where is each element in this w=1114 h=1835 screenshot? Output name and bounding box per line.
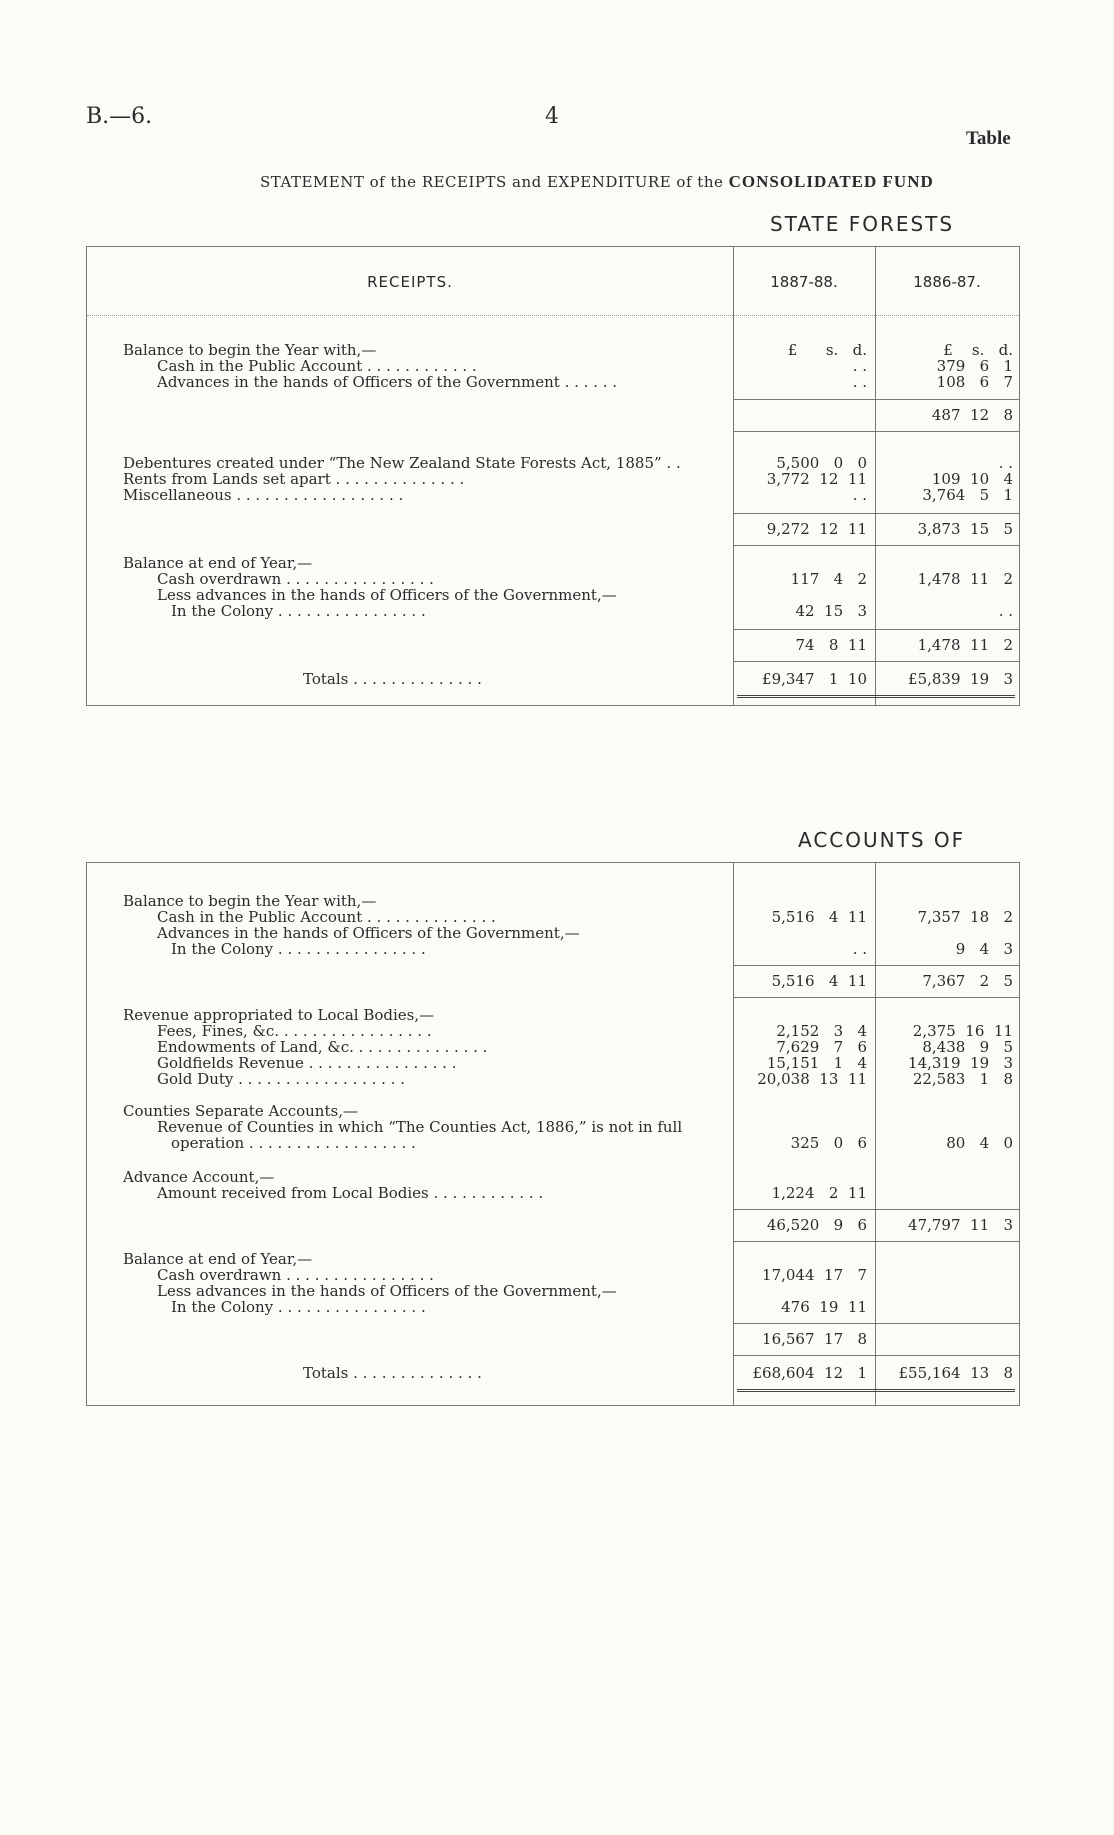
col-1886-87: 1886-87. [913,273,981,291]
row-label: Cash overdrawn . . . . . . . . . . . . . . . . [157,1267,434,1283]
row-label: Goldfields Revenue . . . . . . . . . . . . . . . . [157,1055,457,1071]
subtotal-rule [733,629,1019,630]
table-row [87,374,1019,390]
row-label: Miscellaneous . . . . . . . . . . . . . . . . . . [123,487,404,503]
subtotal-rule [733,1323,1019,1324]
table-row [87,407,1019,423]
value-1887-88: 5,500 0 0 [776,454,867,472]
value-1886-87: 7,357 18 2 [917,908,1013,926]
row-label: Balance at end of Year,— [123,1251,313,1267]
table-row [87,487,1019,503]
value-1887-88: . . [852,357,867,375]
table-row [87,1365,1019,1381]
value-1886-87: £55,164 13 8 [898,1364,1013,1382]
table-row [87,1119,1019,1135]
table-row [87,1251,1019,1267]
row-label: Gold Duty . . . . . . . . . . . . . . . . . . [157,1071,406,1087]
value-1886-87: 47,797 11 3 [908,1216,1013,1234]
table-row [87,1023,1019,1039]
value-1887-88: 1,224 2 11 [771,1184,867,1202]
value-1887-88: 16,567 17 8 [762,1330,867,1348]
value-1887-88: 20,038 13 11 [757,1070,867,1088]
table-row [87,1169,1019,1185]
row-label: Less advances in the hands of Officers of the Government,— [157,587,617,603]
row-label: Amount received from Local Bodies . . . . . . . . . . . . [157,1185,544,1201]
table-row [87,1039,1019,1055]
document-ref: B.—6. [86,104,153,129]
table-row [87,555,1019,571]
table-row [87,471,1019,487]
table-row [87,603,1019,619]
value-1887-88: 17,044 17 7 [762,1266,867,1284]
subtotal-rule [733,513,1019,514]
table-row [87,1299,1019,1315]
value-1886-87: 7,367 2 5 [922,972,1013,990]
table-row [87,1331,1019,1347]
row-label: Endowments of Land, &c. . . . . . . . . . . . . . . [157,1039,488,1055]
row-label: Advance Account,— [123,1169,275,1185]
value-1887-88: £68,604 12 1 [752,1364,867,1382]
subtotal-rule [733,997,1019,998]
row-label: Cash overdrawn . . . . . . . . . . . . . . . . [157,571,434,587]
row-label: Advances in the hands of Officers of the Government . . . . . . [157,374,618,390]
value-1886-87: 9 4 3 [955,940,1013,958]
state-forests-table [86,246,1020,706]
value-1886-87: £ s. d. [943,341,1013,359]
table-row [87,973,1019,989]
value-1886-87: . . [998,602,1013,620]
table-row [87,637,1019,653]
table-row [87,1103,1019,1119]
value-1887-88: 325 0 6 [790,1134,867,1152]
row-label: In the Colony . . . . . . . . . . . . . . . . [171,603,426,619]
subtotal-rule [733,399,1019,400]
table-row [87,1055,1019,1071]
col-receipts: RECEIPTS. [367,273,453,291]
table-row [87,587,1019,603]
value-1887-88: 74 8 11 [795,636,867,654]
table-row [87,342,1019,358]
col-1887-88: 1887-88. [770,273,838,291]
value-1886-87: 379 6 1 [936,357,1013,375]
value-1886-87: . . [998,454,1013,472]
subtotal-rule [733,1355,1019,1356]
table-row [87,1185,1019,1201]
table-row [87,358,1019,374]
table-row [87,1071,1019,1087]
page-number: 4 [545,104,559,129]
statement-heading [260,172,934,192]
value-1886-87: 1,478 11 2 [917,636,1013,654]
table-row [87,1007,1019,1023]
accounts-of-table [86,862,1020,1406]
value-1886-87: 108 6 7 [936,373,1013,391]
value-1887-88: £9,347 1 10 [762,670,867,688]
row-label: Cash in the Public Account . . . . . . . . . . . . [157,358,477,374]
value-1887-88: 5,516 4 11 [771,972,867,990]
value-1887-88: 2,152 3 4 [776,1022,867,1040]
row-label: Revenue appropriated to Local Bodies,— [123,1007,435,1023]
value-1886-87: 3,873 15 5 [917,520,1013,538]
row-label: Counties Separate Accounts,— [123,1103,358,1119]
table-row [87,909,1019,925]
state-forests-title: STATE FORESTS [770,212,955,236]
subtotal-rule [733,661,1019,662]
row-label: Rents from Lands set apart . . . . . . . . . . . . . . [123,471,465,487]
table-row [87,1135,1019,1151]
value-1886-87: 22,583 1 8 [912,1070,1013,1088]
table-row [87,455,1019,471]
value-1886-87: 487 12 8 [931,406,1013,424]
table-row [87,925,1019,941]
subtotal-rule [733,1241,1019,1242]
table-label: Table [966,128,1011,149]
value-1887-88: 46,520 9 6 [766,1216,867,1234]
value-1886-87: 2,375 16 11 [912,1022,1013,1040]
row-label: Advances in the hands of Officers of the Government,— [157,925,580,941]
value-1887-88: 15,151 1 4 [766,1054,867,1072]
table-row [87,1217,1019,1233]
total-double-rule [737,1389,1015,1392]
row-label: Debentures created under “The New Zealand State Forests Act, 1885” . . [123,455,681,471]
row-label: Totals . . . . . . . . . . . . . . [303,1365,482,1381]
value-1887-88: 3,772 12 11 [766,470,867,488]
value-1886-87: 3,764 5 1 [922,486,1013,504]
value-1887-88: 5,516 4 11 [771,908,867,926]
accounts-of-title: ACCOUNTS OF [798,828,966,852]
value-1886-87: £5,839 19 3 [908,670,1013,688]
total-double-rule [737,695,1015,698]
value-1887-88: 42 15 3 [795,602,867,620]
value-1887-88: 476 19 11 [781,1298,867,1316]
value-1887-88: . . [852,486,867,504]
table-row [87,521,1019,537]
value-1886-87: 1,478 11 2 [917,570,1013,588]
subtotal-rule [733,1209,1019,1210]
row-label: In the Colony . . . . . . . . . . . . . . . . [171,1299,426,1315]
value-1887-88: 9,272 12 11 [766,520,867,538]
row-label: Totals . . . . . . . . . . . . . . [303,671,482,687]
statement-bold: CONSOLIDATED FUND [728,172,934,191]
value-1887-88: 7,629 7 6 [776,1038,867,1056]
row-label: Balance to begin the Year with,— [123,342,377,358]
row-label: Fees, Fines, &c. . . . . . . . . . . . . . . . . [157,1023,432,1039]
header-rule [87,315,1019,316]
value-1886-87: 14,319 19 3 [908,1054,1013,1072]
value-1887-88: . . [852,940,867,958]
value-1887-88: 117 4 2 [790,570,867,588]
value-1886-87: 109 10 4 [931,470,1013,488]
row-label: Balance to begin the Year with,— [123,893,377,909]
table-row [87,671,1019,687]
subtotal-rule [733,545,1019,546]
row-label: Balance at end of Year,— [123,555,313,571]
statement-plain: STATEMENT of the RECEIPTS and EXPENDITURE of the [260,173,724,191]
subtotal-rule [733,965,1019,966]
row-label: Less advances in the hands of Officers of the Government,— [157,1283,617,1299]
row-label: Cash in the Public Account . . . . . . . . . . . . . . [157,909,496,925]
table-row [87,1283,1019,1299]
value-1887-88: £ s. d. [787,341,867,359]
value-1886-87: 8,438 9 5 [922,1038,1013,1056]
row-label: In the Colony . . . . . . . . . . . . . . . . [171,941,426,957]
subtotal-rule [733,431,1019,432]
value-1887-88: . . [852,373,867,391]
table-row [87,571,1019,587]
value-1886-87: 80 4 0 [946,1134,1013,1152]
row-label: operation . . . . . . . . . . . . . . . . . . [171,1135,416,1151]
row-label: Revenue of Counties in which “The Counties Act, 1886,” is not in full [157,1119,683,1135]
table-row [87,1267,1019,1283]
table-row [87,941,1019,957]
table-row [87,893,1019,909]
